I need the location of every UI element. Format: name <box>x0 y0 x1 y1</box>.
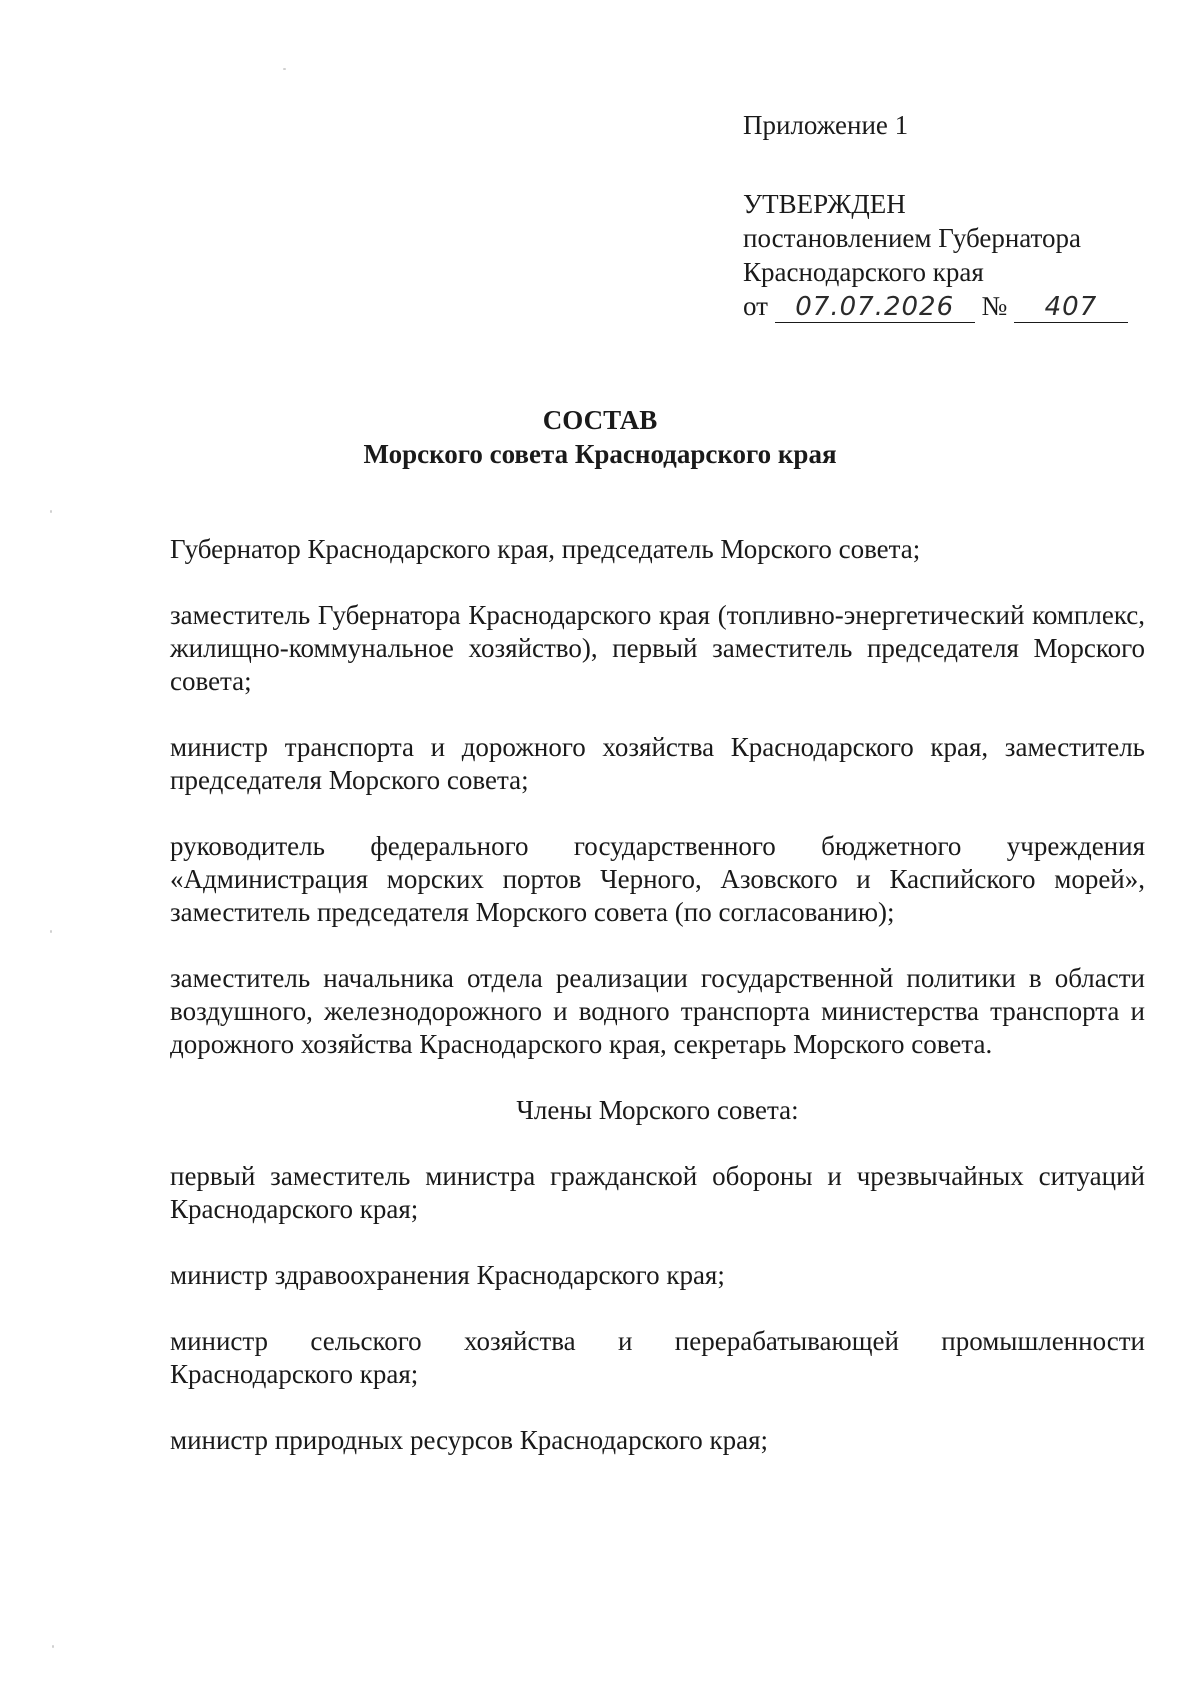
handwritten-date: 07.07.2026 <box>775 292 975 323</box>
paragraph-chairman: Губернатор Краснодарского края, председатель Морского совета; <box>170 534 921 564</box>
document-body <box>170 533 1145 1490</box>
appendix-label: Приложение 1 <box>743 110 909 140</box>
title-line2: Морского совета Краснодарского края <box>363 439 837 469</box>
scan-speck <box>50 510 52 513</box>
approval-block <box>743 108 1128 323</box>
member-item: министр здравоохранения Краснодарского края; <box>170 1260 725 1290</box>
paragraph-secretary: заместитель начальника отдела реализации государственной политики в области воздушного, железнодорожного и водного транспорта министерства транспорта и дорожного хозяйства Краснодарского края, секретарь Морского совета. <box>170 963 1145 1059</box>
title-line1: СОСТАВ <box>542 405 658 435</box>
paragraph-deputy-ports: руководитель федерального государственного бюджетного учреждения «Администрация морских портов Черного, Азовского и Каспийского морей», заместитель председателя Морского совета (по согласованию); <box>170 831 1145 927</box>
scan-speck <box>50 930 52 933</box>
member-item: министр сельского хозяйства и перерабатывающей промышленности Краснодарского края; <box>170 1326 1145 1389</box>
handwritten-number: 407 <box>1014 292 1128 323</box>
approved-by-line2: Краснодарского края <box>743 257 984 287</box>
members-heading: Члены Морского совета: <box>516 1095 799 1125</box>
member-item: первый заместитель министра гражданской обороны и чрезвычайных ситуаций Краснодарского края; <box>170 1161 1145 1224</box>
approved-label: УТВЕРЖДЕН <box>743 189 906 219</box>
paragraph-first-deputy: заместитель Губернатора Краснодарского края (топливно-энергетический комплекс, жилищно-коммунальное хозяйство), первый заместитель председателя Морского совета; <box>170 600 1145 696</box>
scan-speck <box>283 68 286 70</box>
member-item: министр природных ресурсов Краснодарского края; <box>170 1425 769 1455</box>
document-title <box>0 403 1200 471</box>
date-prefix: от <box>743 291 768 321</box>
scan-speck <box>52 1645 54 1648</box>
number-sign: № <box>981 291 1008 321</box>
approved-by-line1: постановлением Губернатора <box>743 223 1081 253</box>
paragraph-deputy-transport: министр транспорта и дорожного хозяйства Краснодарского края, заместитель председателя Морского совета; <box>170 732 1145 795</box>
decree-date-number-line <box>743 289 1128 323</box>
